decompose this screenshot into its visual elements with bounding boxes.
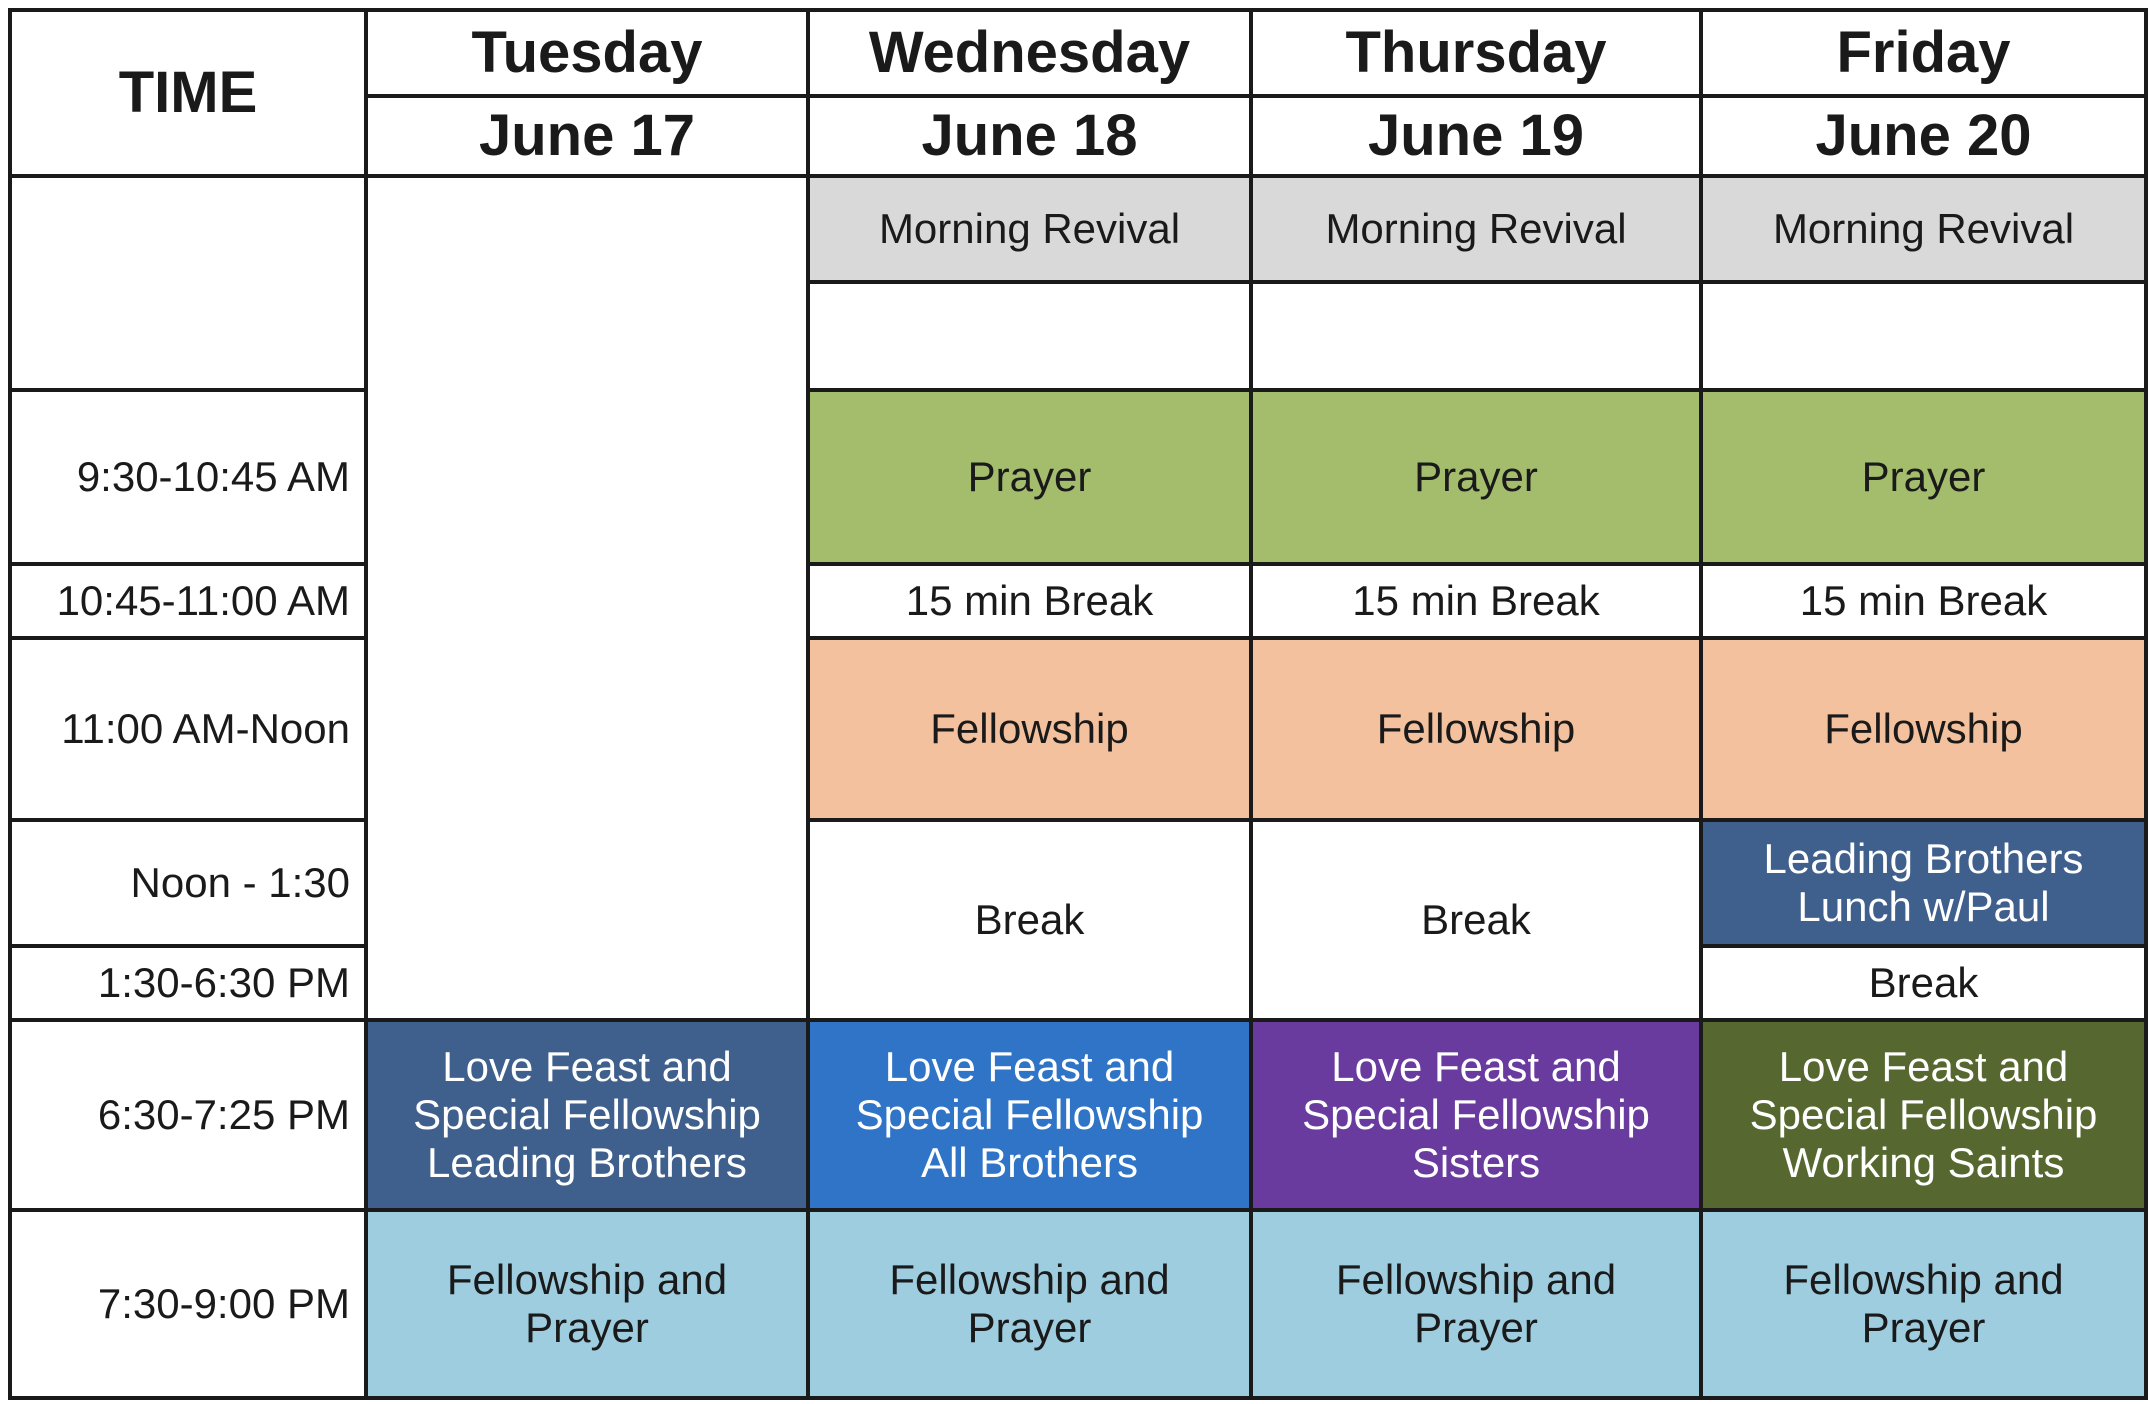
header-date-tuesday bbox=[364, 94, 810, 178]
event-prayer-friday bbox=[1699, 388, 2148, 566]
event-fellowship-thursday bbox=[1249, 636, 1703, 822]
event-break15-thursday bbox=[1249, 562, 1703, 640]
event-fellowship-wednesday bbox=[806, 636, 1253, 822]
header-day-thursday bbox=[1249, 8, 1703, 98]
event-label: Love Feast and Special Fellowship Working Saints bbox=[1749, 1043, 2098, 1186]
event-fellowship-friday bbox=[1699, 636, 2148, 822]
event-label: Prayer bbox=[1861, 453, 1986, 500]
event-evening-tuesday bbox=[364, 1208, 810, 1400]
event-label: Fellowship bbox=[1824, 705, 2023, 752]
event-label: 15 min Break bbox=[1799, 577, 2048, 624]
header-date-friday bbox=[1699, 94, 2148, 178]
event-evening-thursday bbox=[1249, 1208, 1703, 1400]
event-evening-wednesday bbox=[806, 1208, 1253, 1400]
time-cell-lovefeast bbox=[8, 1018, 368, 1212]
event-label: Fellowship bbox=[1376, 705, 1576, 752]
day-date: June 20 bbox=[1815, 103, 2032, 168]
time-cell-fellowship bbox=[8, 636, 368, 822]
empty-slot-friday bbox=[1699, 280, 2148, 392]
event-lovefeast-tuesday bbox=[364, 1018, 810, 1212]
time-label: 1:30-6:30 PM bbox=[97, 959, 350, 1006]
day-name: Thursday bbox=[1345, 20, 1607, 85]
header-day-friday bbox=[1699, 8, 2148, 98]
event-label: Fellowship and Prayer bbox=[889, 1256, 1170, 1351]
empty-slot-thursday bbox=[1249, 280, 1703, 392]
event-label: Love Feast and Special Fellowship All Brothers bbox=[855, 1043, 1204, 1186]
day-date: June 19 bbox=[1368, 103, 1584, 168]
event-evening-friday bbox=[1699, 1208, 2148, 1400]
event-label: Fellowship and Prayer bbox=[446, 1256, 728, 1351]
event-lovefeast-wednesday bbox=[806, 1018, 1253, 1212]
time-label: 7:30-9:00 PM bbox=[97, 1280, 350, 1327]
time-cell-prayer bbox=[8, 388, 368, 566]
event-label: Leading Brothers Lunch w/Paul bbox=[1763, 835, 2084, 930]
time-label: Noon - 1:30 bbox=[130, 859, 350, 906]
empty-slot-wednesday bbox=[806, 280, 1253, 392]
event-label: Fellowship and Prayer bbox=[1783, 1256, 2064, 1351]
event-label: Love Feast and Special Fellowship Sisters bbox=[1302, 1043, 1650, 1186]
day-name: Friday bbox=[1836, 20, 2011, 85]
event-label: Prayer bbox=[1414, 453, 1538, 500]
day-name: Tuesday bbox=[471, 20, 703, 85]
event-label: Morning Revival bbox=[1325, 205, 1627, 252]
time-label: 6:30-7:25 PM bbox=[97, 1091, 350, 1138]
time-cell-evening bbox=[8, 1208, 368, 1400]
event-break-friday bbox=[1699, 944, 2148, 1022]
event-morning-revival-thursday bbox=[1249, 174, 1703, 284]
time-cell-noon bbox=[8, 818, 368, 948]
event-prayer-thursday bbox=[1249, 388, 1703, 566]
day-date: June 17 bbox=[479, 103, 695, 168]
event-break15-friday bbox=[1699, 562, 2148, 640]
day-name: Wednesday bbox=[868, 20, 1191, 85]
event-label: Fellowship bbox=[930, 705, 1129, 752]
header-day-wednesday bbox=[806, 8, 1253, 98]
event-lovefeast-thursday bbox=[1249, 1018, 1703, 1212]
event-label: Morning Revival bbox=[878, 205, 1181, 252]
event-label: Morning Revival bbox=[1772, 205, 2075, 252]
event-label: Break bbox=[1868, 959, 1979, 1006]
header-date-thursday bbox=[1249, 94, 1703, 178]
time-cell-break15 bbox=[8, 562, 368, 640]
day-date: June 18 bbox=[921, 103, 1138, 168]
event-lovefeast-friday bbox=[1699, 1018, 2148, 1212]
header-date-wednesday bbox=[806, 94, 1253, 178]
event-morning-revival-wednesday bbox=[806, 174, 1253, 284]
time-label: 9:30-10:45 AM bbox=[76, 453, 350, 500]
event-label: Love Feast and Special Fellowship Leading Brothers bbox=[413, 1043, 761, 1186]
time-label: 11:00 AM-Noon bbox=[61, 705, 350, 752]
event-break15-wednesday bbox=[806, 562, 1253, 640]
event-label: Prayer bbox=[967, 453, 1092, 500]
event-break-thursday bbox=[1249, 818, 1703, 1022]
header-day-tuesday bbox=[364, 8, 810, 98]
tuesday-empty-block bbox=[364, 174, 810, 1022]
event-break-wednesday bbox=[806, 818, 1253, 1022]
time-column-header bbox=[8, 8, 368, 178]
event-morning-revival-friday bbox=[1699, 174, 2148, 284]
time-header-label: TIME bbox=[118, 60, 258, 125]
time-label: 10:45-11:00 AM bbox=[56, 577, 350, 624]
time-cell-afternoon bbox=[8, 944, 368, 1022]
event-label: 15 min Break bbox=[1352, 577, 1600, 624]
event-leading-lunch-friday bbox=[1699, 818, 2148, 948]
event-label: Break bbox=[974, 896, 1085, 943]
event-label: Fellowship and Prayer bbox=[1335, 1256, 1617, 1351]
time-cell-morning bbox=[8, 174, 368, 392]
event-label: Break bbox=[1421, 896, 1531, 943]
event-prayer-wednesday bbox=[806, 388, 1253, 566]
event-label: 15 min Break bbox=[905, 577, 1154, 624]
